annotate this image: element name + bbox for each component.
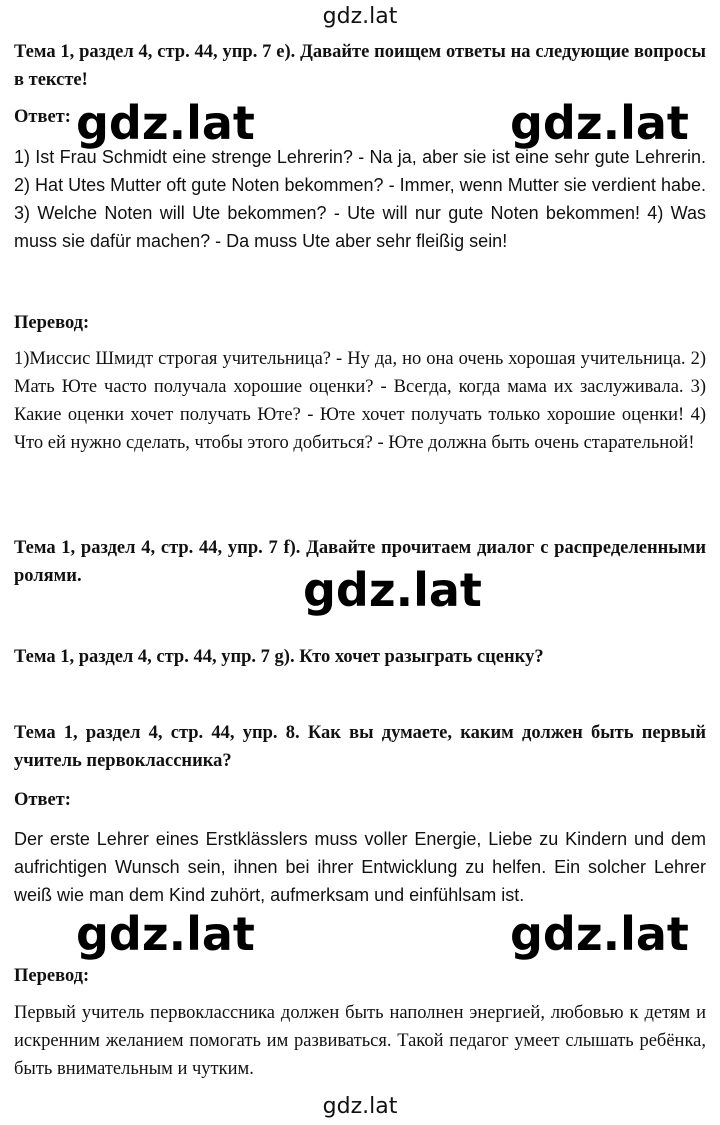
watermark: gdz.lat xyxy=(76,907,255,961)
s1-translation-label: Перевод: xyxy=(14,313,90,333)
s4-answer-text: Der erste Lehrer eines Erstklässlers muss voller Energie, Liebe zu Kindern und dem aufrichtigen Wunsch sein, ihnen bei ihrer Entwicklung zu helfen. Ein solcher Lehrer weiß wie man dem Kind zuhört, aufmerksam und einfühlsam ist. xyxy=(14,829,706,905)
s2-heading: Тема 1, раздел 4, стр. 44, упр. 7 f). Давайте прочитаем диалог с распределенными ролями. xyxy=(14,538,706,586)
s1-answer-text: 1) Ist Frau Schmidt eine strenge Lehrerin? - Na ja, aber sie ist eine sehr gute Lehrerin. 2) Hat Utes Mutter oft gute Noten bekommen? - Immer, wenn Mutter sie verdient habe. 3) Welche Noten will Ute bekommen? - Ute will nur gute Noten bekommen! 4) Was muss sie dafür machen? - Da muss Ute aber sehr fleißig sein! xyxy=(14,147,706,251)
watermark: gdz.lat xyxy=(510,96,689,150)
s4-translation-label: Перевод: xyxy=(14,966,90,986)
site-header-label: gdz.lat xyxy=(322,4,398,29)
site-footer-label: gdz.lat xyxy=(322,1094,398,1119)
watermark: gdz.lat xyxy=(76,96,255,150)
s1-answer-label: Ответ: xyxy=(14,107,71,127)
watermark: gdz.lat xyxy=(303,563,482,617)
s4-answer-label: Ответ: xyxy=(14,790,71,810)
s4-heading: Тема 1, раздел 4, стр. 44, упр. 8. Как вы думаете, каким должен быть первый учитель первоклассника? xyxy=(14,723,706,771)
s1-translation-text: 1)Миссис Шмидт строгая учительница? - Ну да, но она очень хорошая учительница. 2) Мать Юте часто получала хорошие оценки? - Всегда, когда мама их заслуживала. 3) Какие оценки хочет получать Юте? - Юте хочет получать только хорошие оценки! 4) Что ей нужно сделать, чтобы этого добиться? - Юте должна быть очень старательной! xyxy=(14,349,706,453)
s3-heading: Тема 1, раздел 4, стр. 44, упр. 7 g). Кто хочет разыграть сценку? xyxy=(14,647,544,667)
s4-translation-text: Первый учитель первоклассника должен быть наполнен энергией, любовью к детям и искренним желанием помогать им развиваться. Такой педагог умеет слышать ребёнка, быть внимательным и чутким. xyxy=(14,1003,706,1079)
watermark: gdz.lat xyxy=(510,907,689,961)
s1-heading: Тема 1, раздел 4, стр. 44, упр. 7 e). Давайте поищем ответы на следующие вопросы в тексте! xyxy=(14,42,706,90)
